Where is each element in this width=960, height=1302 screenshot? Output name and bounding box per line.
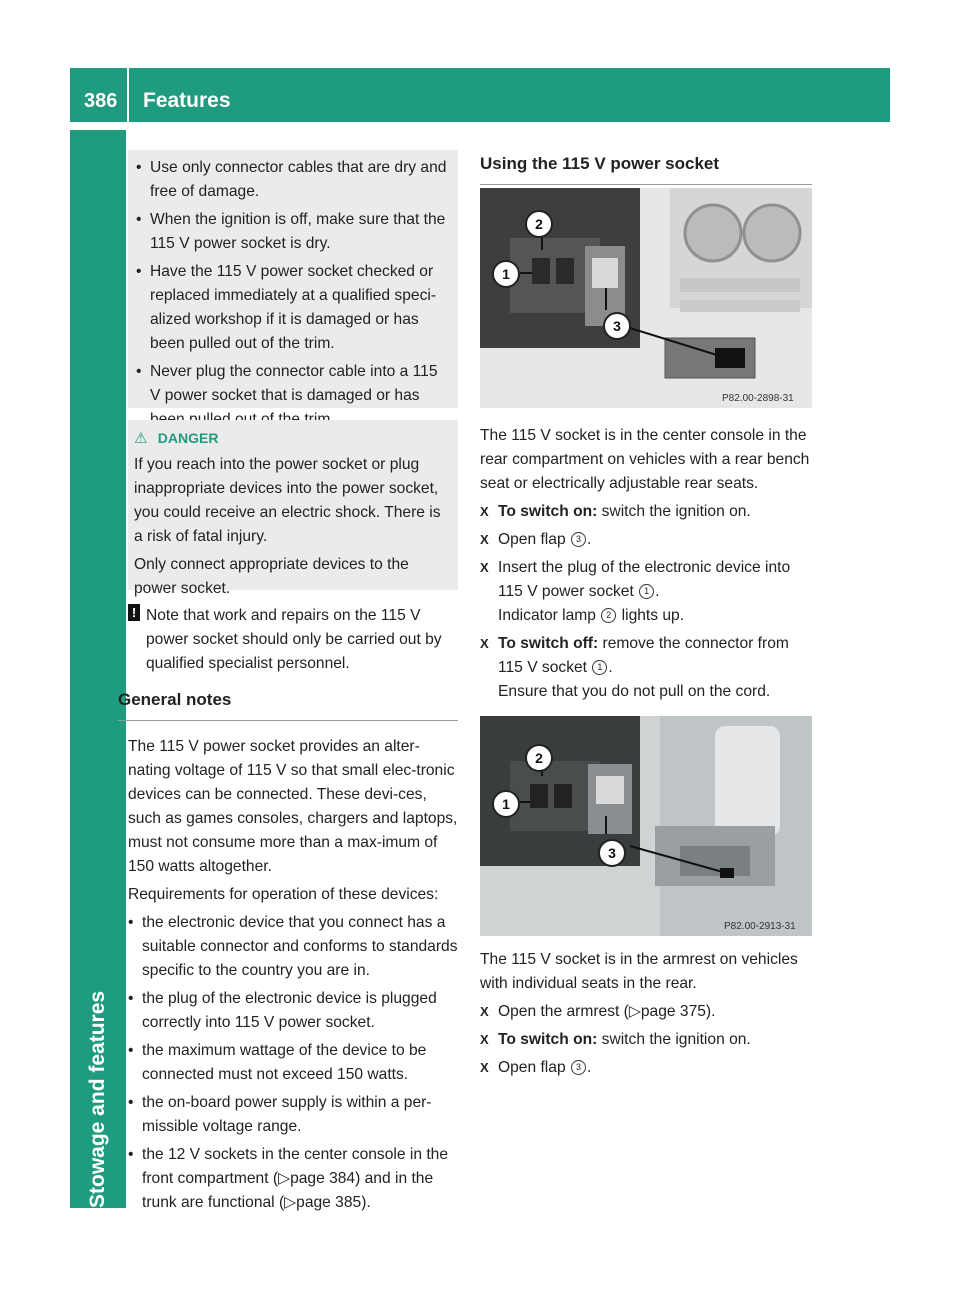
bullet-text: the maximum wattage of the device to be connected must not exceed 150 watts. [142, 1042, 427, 1083]
image-code: P82.00-2913-31 [724, 921, 796, 932]
general-notes-para: The 115 V power socket provides an alter-nating voltage of 115 V so that small elec-tronic devices can be connected. These devi-ces, such as games consoles, chargers and laptops, must not consume more than a max-imum of 150 watts altogether. [128, 738, 458, 875]
step-label: To switch on: [498, 503, 598, 520]
callout-2: 2 [525, 744, 553, 772]
bullet-glyph: • [136, 211, 142, 228]
step-text: remove the connector from 115 V socket [498, 635, 789, 676]
bullet-glyph: • [128, 914, 134, 931]
step-arrow-icon: X [480, 532, 489, 547]
requirements-intro: Requirements for operation of these devices: [128, 886, 439, 903]
bullet-glyph: • [136, 159, 142, 176]
note-text: Note that work and repairs on the 115 V power socket should only be carried out by qualified specialist personnel. [146, 607, 442, 672]
bullet-glyph: • [136, 263, 142, 280]
requirement-bullet [128, 987, 458, 1035]
requirement-bullet [128, 1143, 458, 1215]
general-notes-heading: General notes [118, 688, 458, 721]
bullet-glyph: • [128, 1146, 134, 1163]
callout-ref-3: 3 [571, 1060, 586, 1075]
bullet-glyph: • [128, 990, 134, 1007]
console-socket-photo [480, 188, 812, 408]
page-ref-link[interactable]: page 375 [640, 1003, 706, 1020]
general-notes-section [118, 688, 458, 1219]
bullet-text: When the ignition is off, make sure that the 115 V power socket is dry. [150, 211, 446, 252]
step-text: switch the ignition on. [597, 1031, 751, 1048]
step-arrow-icon: X [480, 1004, 489, 1019]
step-text: Indicator lamp [498, 607, 596, 624]
danger-text: If you reach into the power socket or plug inappropriate devices into the power socket, you could receive an electric shock. There is a risk of fatal injury. [134, 456, 441, 545]
callout-3: 3 [598, 839, 626, 867]
section-title: Features [143, 89, 231, 112]
page-ref-icon: ▷ [628, 1003, 641, 1020]
warning-icon: ⚠ [134, 430, 148, 447]
callout-1: 1 [492, 260, 520, 288]
using-steps-2 [480, 948, 814, 1084]
image-code: P82.00-2898-31 [722, 393, 794, 404]
step-text: ). [705, 1003, 716, 1020]
safety-bullet [136, 260, 450, 356]
bullet-glyph: • [128, 1094, 134, 1111]
bullet-glyph: • [136, 363, 142, 380]
console-location-para: The 115 V socket is in the center console in the rear compartment on vehicles with a rear bench seat or electrically adjustable rear seats. [480, 427, 810, 492]
step-switch-on [480, 500, 814, 524]
safety-bullet [136, 208, 450, 256]
armrest-location-para: The 115 V socket is in the armrest on vehicles with individual seats in the rear. [480, 951, 798, 992]
bullet-text: the plug of the electronic device is plugged correctly into 115 V power socket. [142, 990, 437, 1031]
safety-bullet [136, 156, 450, 204]
requirement-bullet [128, 1091, 458, 1139]
bullet-text [142, 1146, 448, 1211]
bullet-text-part: ) and in the trunk are functional ( [142, 1170, 434, 1211]
callout-ref-1: 1 [592, 660, 607, 675]
step-switch-on [480, 1028, 814, 1052]
bullet-text: Never plug the connector cable into a 115 V power socket that is damaged or has [150, 363, 438, 404]
header-divider [127, 68, 129, 122]
chapter-label: Stowage and features [86, 990, 109, 1208]
step-label: To switch on: [498, 1031, 598, 1048]
step-text: Ensure that you do not pull on the cord. [498, 683, 771, 700]
step-text: Open flap [498, 531, 566, 548]
danger-box [128, 420, 458, 597]
step-arrow-icon: X [480, 504, 489, 519]
using-steps-1 [480, 424, 814, 708]
page-header [70, 68, 890, 122]
callout-ref-3: 3 [571, 532, 586, 547]
step-text: lights up. [621, 607, 685, 624]
bullet-text: the on-board power supply is within a per-missible voltage range. [142, 1094, 432, 1135]
step-arrow-icon: X [480, 1032, 489, 1047]
safety-box [128, 150, 458, 408]
note-block [128, 604, 460, 676]
page-ref-link[interactable]: page 385 [296, 1194, 362, 1211]
armrest-socket-photo [480, 716, 812, 936]
step-open-flap: X Open flap 3 . [480, 528, 814, 552]
requirement-bullet [128, 911, 458, 983]
callout-3: 3 [603, 312, 631, 340]
requirement-bullet [128, 1039, 458, 1087]
bullet-text: the electronic device that you connect has a suitable connector and conforms to standards specific to the country you are in. [142, 914, 458, 979]
callout-2: 2 [525, 210, 553, 238]
step-switch-off: X To switch off: remove the connector from 115 V socket 1 . Ensure that you do not pull on the cord. [480, 632, 814, 704]
danger-title: DANGER [157, 430, 219, 446]
page-ref-icon: ▷ [278, 1170, 291, 1187]
step-open-flap: X Open flap 3 . [480, 1056, 814, 1080]
bullet-text-part: the 12 V sockets in the center console in the front compartment ( [142, 1146, 448, 1187]
note-mark: ! [128, 604, 140, 621]
bullet-glyph: • [128, 1042, 134, 1059]
bullet-text: Use only connector cables that are dry and free of damage. [150, 159, 447, 200]
bullet-text: Have the 115 V power socket checked or replaced immediately at a qualified speci-alized workshop if it is damaged or has been pulled out of the trim. [150, 263, 437, 352]
step-arrow-icon: X [480, 636, 489, 651]
page-ref-icon: ▷ [284, 1194, 297, 1211]
callout-1: 1 [492, 790, 520, 818]
step-arrow-icon: X [480, 560, 489, 575]
step-text: Open the armrest ( [498, 1003, 629, 1020]
page-number: 386 [84, 90, 118, 112]
bullet-text-part: ). [361, 1194, 371, 1211]
step-text: switch the ignition on. [597, 503, 751, 520]
step-insert-plug: X Insert the plug of the electronic device into 115 V power socket 1 . Indicator lamp 2 lights up. [480, 556, 814, 628]
using-heading: Using the 115 V power socket [480, 152, 812, 185]
danger-instruction: Only connect appropriate devices to the power socket. [134, 556, 409, 597]
callout-ref-1: 1 [639, 584, 654, 599]
step-text: Insert the plug of the electronic device into 115 V power socket [498, 559, 791, 600]
page-ref-link[interactable]: page 384 [290, 1170, 356, 1187]
step-text: Open flap [498, 1059, 566, 1076]
step-arrow-icon: X [480, 1060, 489, 1075]
step-label: To switch off: [498, 635, 599, 652]
callout-ref-2: 2 [601, 608, 616, 623]
step-open-armrest [480, 1000, 814, 1024]
